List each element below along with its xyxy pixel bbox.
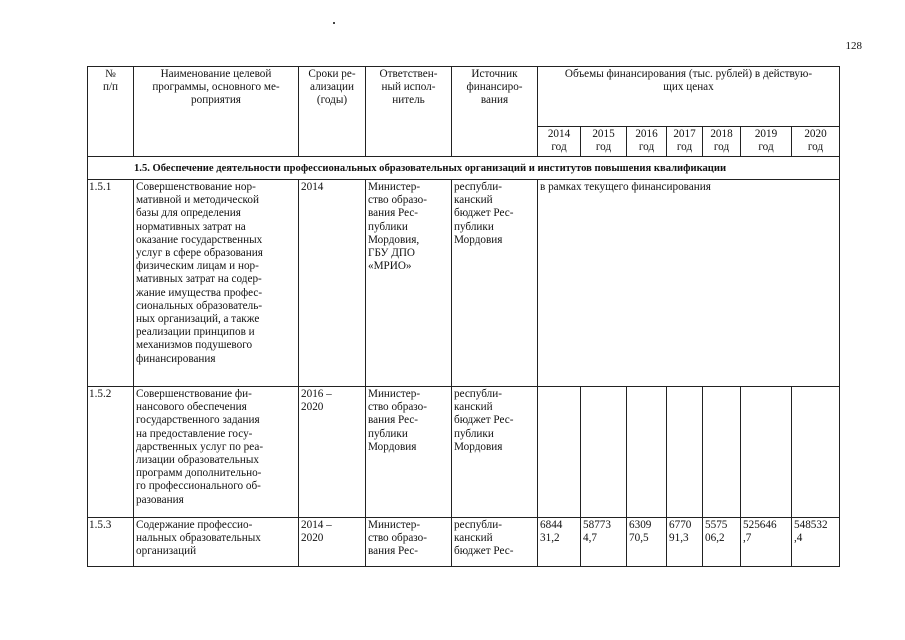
- row-source: республи- канский бюджет Рес-: [454, 519, 514, 558]
- row-num: 1.5.3: [89, 519, 112, 531]
- table-border-top: [87, 66, 840, 67]
- year-2019: 2019 год: [754, 128, 778, 154]
- row-responsible: Министер- ство образо- вания Рес- публики Мордовия: [368, 388, 427, 453]
- row-name: Содержание профессио- нальных образовательных организаций: [136, 519, 261, 558]
- table-border-right: [839, 66, 840, 566]
- row-source: республи- канский бюджет Рес- публики Мордовия: [454, 181, 514, 246]
- year-2014: 2014 год: [547, 128, 571, 154]
- row-responsible: Министер- ство образо- вания Рес-: [368, 519, 427, 558]
- col-line-5-body: [537, 179, 538, 566]
- col-line-3-body: [365, 179, 366, 566]
- table-border-bottom: [87, 566, 840, 567]
- years-header-line: [537, 126, 840, 127]
- row-terms: 2016 – 2020: [301, 388, 332, 414]
- header-name: Наименование целевой программы, основного ме- роприятия: [152, 68, 280, 107]
- header-responsible: Ответствен- ный испол- нитель: [379, 68, 438, 107]
- row-name: Совершенствование фи- нансового обеспечения государственного задания на предоставление госу- дарственных услуг по реа- лизации образовательных программ дополнительно- го профессионального об- разования: [136, 388, 264, 506]
- row-divider-1: [87, 386, 840, 387]
- row-num: 1.5.1: [89, 181, 112, 193]
- value-2018: 5575 06,2: [705, 519, 728, 545]
- header-num: № п/п: [102, 68, 119, 94]
- row-num: 1.5.2: [89, 388, 112, 400]
- section-title: 1.5. Обеспечение деятельности профессиональных образовательных организаций и институтов повышения квалификации: [134, 163, 727, 174]
- row-financing-note: в рамках текущего финансирования: [540, 181, 711, 193]
- row-name: Совершенствование нор- мативной и методической базы для определения нормативных затрат на оказание государственных услуг в сфере образования физическим лицам и нор- мативных затрат на содер- жание имущества профес- сиональных образователь- ных организаций, а также реализации принципов и механизмов подушевого финансирования: [136, 181, 263, 365]
- year-2017: 2017 год: [673, 128, 696, 154]
- col-line-2-body: [298, 179, 299, 566]
- header-volumes: Объемы финансирования (тыс. рублей) в действую- щих ценах: [564, 68, 813, 94]
- col-line-4-body: [451, 179, 452, 566]
- value-2017: 6770 91,3: [669, 519, 692, 545]
- value-2015: 58773 4,7: [583, 519, 611, 545]
- scan-speck: [333, 22, 335, 24]
- year-line-5-body: [740, 386, 741, 566]
- row-terms: 2014: [301, 181, 324, 193]
- year-line-4-body: [702, 386, 703, 566]
- year-line-6-body: [791, 386, 792, 566]
- header-bottom-line: [87, 156, 840, 157]
- page-number: 128: [845, 40, 862, 52]
- row-divider-2: [87, 517, 840, 518]
- year-2016: 2016 год: [635, 128, 658, 154]
- row-terms: 2014 – 2020: [301, 519, 332, 545]
- value-2020: 548532 ,4: [794, 519, 828, 545]
- col-line-1-body: [133, 179, 134, 566]
- table-border-left: [87, 66, 88, 566]
- row-responsible: Министер- ство образо- вания Рес- публики Мордовия, ГБУ ДПО «МРИО»: [368, 181, 427, 273]
- year-2018: 2018 год: [710, 128, 733, 154]
- year-line-3-body: [666, 386, 667, 566]
- year-line-1-body: [580, 386, 581, 566]
- year-line-2-body: [626, 386, 627, 566]
- value-2016: 6309 70,5: [629, 519, 652, 545]
- value-2014: 6844 31,2: [540, 519, 563, 545]
- value-2019: 525646 ,7: [743, 519, 777, 545]
- header-terms: Сроки ре- ализации (годы): [308, 68, 356, 107]
- header-source: Источник финансиро- вания: [466, 68, 523, 107]
- section-bottom-line: [87, 179, 840, 180]
- year-2015: 2015 год: [592, 128, 615, 154]
- row-source: республи- канский бюджет Рес- публики Мордовия: [454, 388, 514, 453]
- year-2020: 2020 год: [804, 128, 827, 154]
